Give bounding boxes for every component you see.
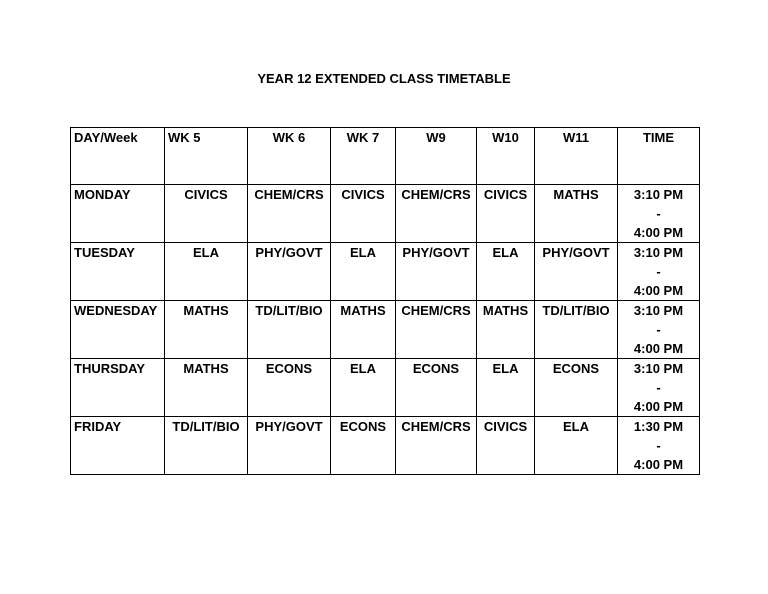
- subject-cell: ECONS: [535, 359, 618, 417]
- time-cell: [618, 185, 700, 243]
- subject-cell: PHY/GOVT: [396, 243, 477, 301]
- subject-cell: CIVICS: [477, 417, 535, 475]
- header-w9: W9: [396, 128, 477, 185]
- day-cell: TUESDAY: [71, 243, 165, 301]
- header-wk5: WK 5: [165, 128, 248, 185]
- day-cell: FRIDAY: [71, 417, 165, 475]
- subject-cell: ELA: [477, 243, 535, 301]
- time-separator: -: [656, 438, 661, 453]
- time-end: 4:00 PM: [633, 399, 684, 414]
- header-wk6: WK 6: [248, 128, 331, 185]
- header-day-week: DAY/Week: [71, 128, 165, 185]
- time-separator: -: [656, 380, 661, 395]
- time-end: 4:00 PM: [633, 225, 684, 240]
- day-cell: THURSDAY: [71, 359, 165, 417]
- day-cell: MONDAY: [71, 185, 165, 243]
- header-row: [71, 128, 700, 185]
- time-end: 4:00 PM: [633, 283, 684, 298]
- subject-cell: PHY/GOVT: [248, 243, 331, 301]
- time-separator: -: [656, 322, 661, 337]
- subject-cell: MATHS: [477, 301, 535, 359]
- header-time: TIME: [618, 128, 700, 185]
- time-end: 4:00 PM: [633, 341, 684, 356]
- subject-cell: ELA: [331, 359, 396, 417]
- time-cell: [618, 243, 700, 301]
- time-separator: -: [656, 206, 661, 221]
- table-row-wednesday: [71, 301, 700, 359]
- subject-cell: MATHS: [331, 301, 396, 359]
- subject-cell: ECONS: [248, 359, 331, 417]
- header-w10: W10: [477, 128, 535, 185]
- subject-cell: MATHS: [165, 301, 248, 359]
- subject-cell: CHEM/CRS: [396, 417, 477, 475]
- time-cell: [618, 417, 700, 475]
- subject-cell: CIVICS: [331, 185, 396, 243]
- time-separator: -: [656, 264, 661, 279]
- table-row-friday: [71, 417, 700, 475]
- subject-cell: TD/LIT/BIO: [165, 417, 248, 475]
- table-row-thursday: [71, 359, 700, 417]
- subject-cell: CHEM/CRS: [396, 301, 477, 359]
- subject-cell: ECONS: [331, 417, 396, 475]
- document-title: YEAR 12 EXTENDED CLASS TIMETABLE: [257, 71, 511, 86]
- day-cell: WEDNESDAY: [71, 301, 165, 359]
- time-end: 4:00 PM: [633, 457, 684, 472]
- subject-cell: PHY/GOVT: [248, 417, 331, 475]
- subject-cell: MATHS: [535, 185, 618, 243]
- timetable: [70, 127, 700, 475]
- time-start: 3:10 PM: [633, 303, 684, 318]
- subject-cell: CHEM/CRS: [396, 185, 477, 243]
- time-start: 1:30 PM: [633, 419, 684, 434]
- time-cell: [618, 359, 700, 417]
- subject-cell: ELA: [477, 359, 535, 417]
- subject-cell: ELA: [165, 243, 248, 301]
- subject-cell: CIVICS: [165, 185, 248, 243]
- table-row-monday: [71, 185, 700, 243]
- subject-cell: TD/LIT/BIO: [535, 301, 618, 359]
- header-w11: W11: [535, 128, 618, 185]
- time-start: 3:10 PM: [633, 245, 684, 260]
- subject-cell: TD/LIT/BIO: [248, 301, 331, 359]
- subject-cell: PHY/GOVT: [535, 243, 618, 301]
- subject-cell: CHEM/CRS: [248, 185, 331, 243]
- time-start: 3:10 PM: [633, 361, 684, 376]
- time-start: 3:10 PM: [633, 187, 684, 202]
- time-cell: [618, 301, 700, 359]
- subject-cell: ECONS: [396, 359, 477, 417]
- header-wk7: WK 7: [331, 128, 396, 185]
- subject-cell: CIVICS: [477, 185, 535, 243]
- subject-cell: ELA: [331, 243, 396, 301]
- table-row-tuesday: [71, 243, 700, 301]
- subject-cell: ELA: [535, 417, 618, 475]
- subject-cell: MATHS: [165, 359, 248, 417]
